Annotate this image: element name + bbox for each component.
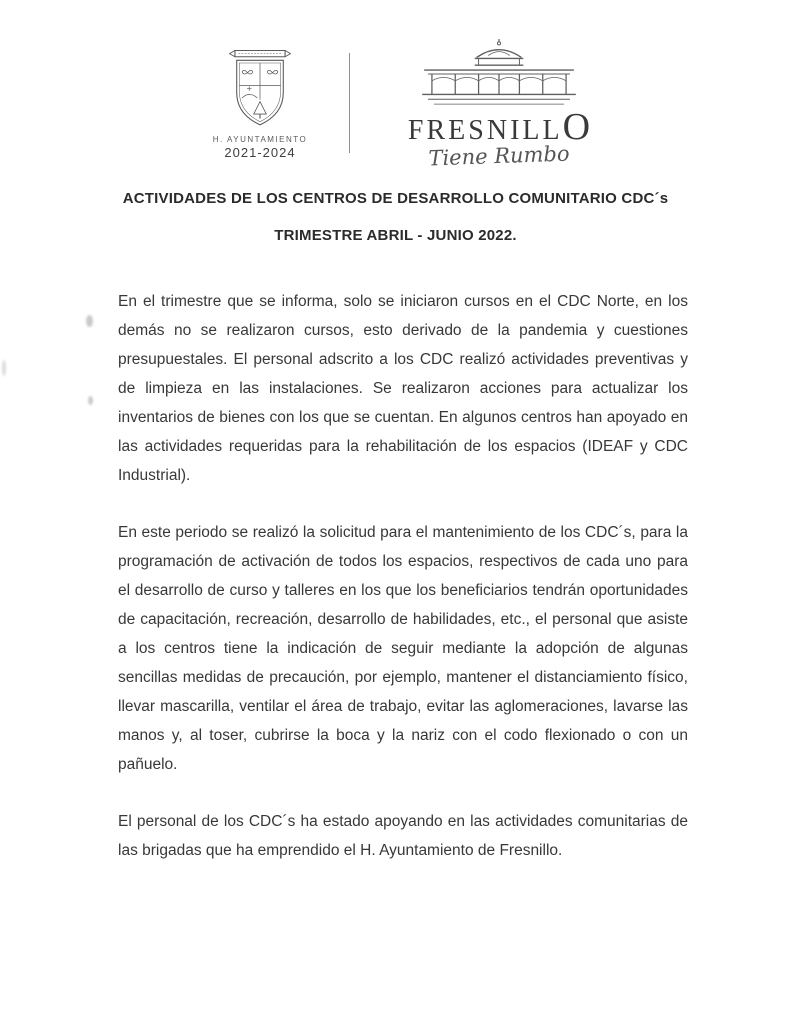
logo-divider [349,53,350,153]
title-line-1: ACTIVIDADES DE LOS CENTROS DE DESARROLLO COMUNITARIO CDC´s [122,190,669,207]
crest-caption-period: 2021-2024 [224,145,296,160]
fresnillo-tagline: Tiene Rumbo [428,141,570,171]
scan-artifact [86,315,93,327]
crest-caption-ayuntamiento: H. AYUNTAMIENTO [212,135,308,144]
wordmark-final-o: O [562,106,591,148]
kiosk-icon [404,38,594,108]
scan-artifact [88,396,93,405]
wordmark-main: FRESNILL [407,115,563,146]
paragraph-3: El personal de los CDC´s ha estado apoyando en las actividades comunitarias de las brigadas que ha emprendido el H. Ayuntamiento de Fresnillo. [118,813,688,859]
document-title [0,180,791,254]
fresnillo-logo [374,38,624,171]
coat-of-arms-icon [220,46,300,132]
document-body [118,287,688,865]
title-line-2: TRIMESTRE ABRIL - JUNIO 2022. [274,227,517,244]
scan-artifact [2,360,6,376]
paragraph-2: En este periodo se realizó la solicitud para el mantenimiento de los CDC´s, para la programación de activación de todos los espacios, respectivos de cada uno para el desarrollo de curso y talleres en los que los beneficiarios tendrán oportunidades de capacitación, recreación, desarrollo de habilidades, etc., el personal que asiste a los centros tiene la indicación de seguir mediante la adopción de algunas sencillas medidas de precaución, por ejemplo, mantener el distanciamiento físico, llevar mascarilla, ventilar el área de trabajo, evitar las aglomeraciones, lavarse las manos y, al toser, cubrirse la boca y la nariz con el codo flexionado o con un pañuelo. [118,524,688,773]
paragraph-1: En el trimestre que se informa, solo se iniciaron cursos en el CDC Norte, en los demás no se realizaron cursos, esto derivado de la pandemia y cuestiones presupuestales. El personal adscrito a los CDC realizó actividades preventivas y de limpieza en las instalaciones. Se realizaron acciones para actualizar los inventarios de bienes con los que se cuentan. En algunos centros han apoyado en las actividades requeridas para la rehabilitación de los espacios (IDEAF y CDC Industrial). [118,293,688,484]
header-logos [14,38,791,171]
municipal-crest-logo [195,46,325,160]
